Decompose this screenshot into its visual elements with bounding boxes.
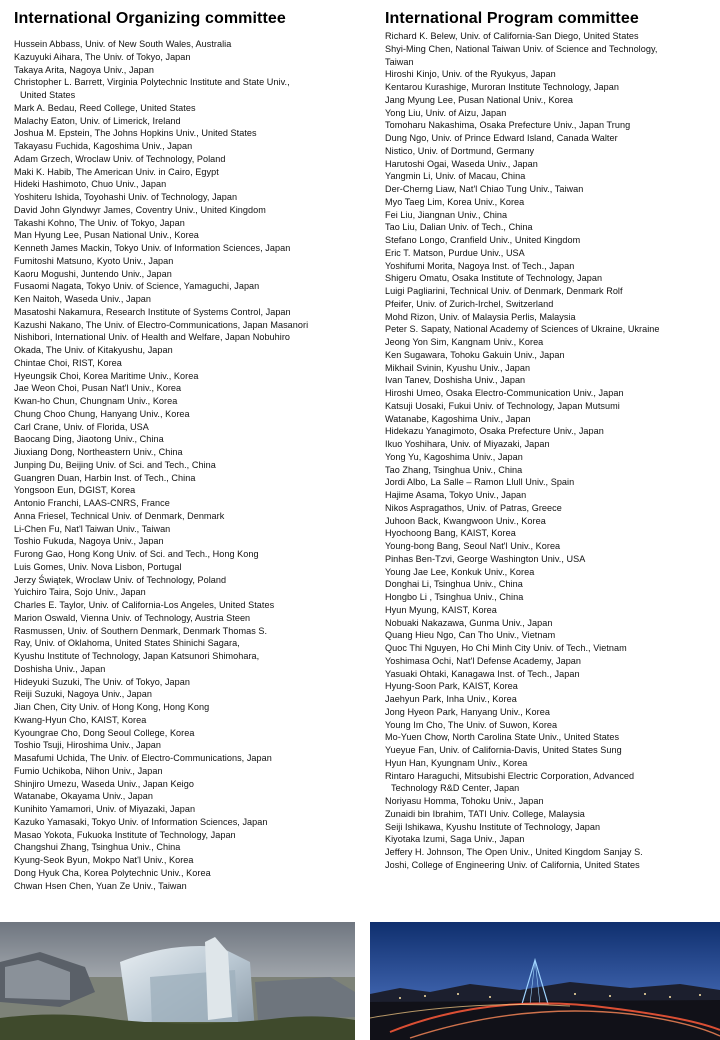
committee-member-line: Man Hyung Lee, Pusan National Univ., Korea bbox=[14, 230, 199, 241]
committee-member-line: Dong Hyuk Cha, Korea Polytechnic Univ., Korea bbox=[14, 867, 211, 878]
committee-member-line: Harutoshi Ogai, Waseda Univ., Japan bbox=[385, 158, 538, 169]
committee-member-line: Yoshiteru Ishida, Toyohashi Univ. of Technology, Japan bbox=[14, 192, 238, 202]
program-committee-title: International Program committee bbox=[385, 10, 639, 27]
committee-member-line: Marion Oswald, Vienna Univ. of Technology, Austria Steen bbox=[14, 612, 251, 623]
committee-member-line: Nobuaki Nakazawa, Gunma Univ., Japan bbox=[385, 617, 553, 628]
committee-member-line: Rintaro Haraguchi, Mitsubishi Electric Corporation, Advanced bbox=[385, 770, 635, 781]
committee-member-line: Ray, Univ. of Oklahoma, United States Shinichi Sagara, bbox=[14, 638, 240, 649]
committee-member-line: Kwang-Hyun Cho, KAIST, Korea bbox=[14, 714, 147, 725]
committee-member-line: Shinjiro Umezu, Waseda Univ., Japan Keigo bbox=[14, 778, 194, 789]
committee-member-line: Mark A. Bedau, Reed College, United States bbox=[14, 102, 196, 113]
committee-member-line: Charles E. Taylor, Univ. of California-Los Angeles, United States bbox=[14, 600, 275, 610]
committee-member-line: Ken Sugawara, Tohoku Gakuin Univ., Japan bbox=[385, 349, 565, 360]
committee-member-line: Technology R&D Center, Japan bbox=[391, 783, 520, 794]
committee-member-line: Anna Friesel, Technical Univ. of Denmark, Denmark bbox=[14, 510, 225, 521]
committee-member-line: Kyushu Institute of Technology, Japan Katsunori Shimohara, bbox=[14, 651, 260, 661]
committee-member-line: Okada, The Univ. of Kitakyushu, Japan bbox=[14, 345, 173, 355]
committee-member-line: Yong Yu, Kagoshima Univ., Japan bbox=[385, 451, 523, 462]
committee-member-line: Zunaidi bin Ibrahim, TATI Univ. College, Malaysia bbox=[385, 808, 585, 819]
committee-member-line: Joshi, College of Engineering Univ. of California, United States bbox=[385, 859, 640, 870]
committee-member-line: Peter S. Sapaty, National Academy of Sciences of Ukraine, Ukraine bbox=[385, 324, 660, 335]
committee-member-line: Nikos Aspragathos, Univ. of Patras, Greece bbox=[385, 502, 562, 513]
organizing-committee-section bbox=[14, 10, 364, 892]
committee-member-line: Toshio Fukuda, Nagoya Univ., Japan bbox=[14, 536, 164, 547]
committee-member-line: Kaoru Mogushi, Juntendo Univ., Japan bbox=[14, 268, 172, 279]
program-committee-section bbox=[385, 10, 715, 872]
committee-member-line: Kiyotaka Izumi, Saga Univ., Japan bbox=[385, 834, 525, 845]
committee-member-line: Katsuji Uosaki, Fukui Univ. of Technology, Japan Mutsumi bbox=[385, 400, 620, 411]
committee-member-line: Dung Ngo, Univ. of Prince Edward Island, Canada Walter bbox=[385, 133, 618, 143]
committee-member-line: Joshua M. Epstein, The Johns Hopkins Univ., United States bbox=[14, 128, 257, 139]
committee-member-line: Watanabe, Kagoshima Univ., Japan bbox=[385, 413, 531, 424]
committee-member-line: Ken Naitoh, Waseda Univ., Japan bbox=[14, 294, 152, 304]
committee-member-line: Luigi Pagliarini, Technical Univ. of Denmark, Denmark Rolf bbox=[385, 286, 623, 296]
committee-member-line: Takashi Kohno, The Univ. of Tokyo, Japan bbox=[14, 217, 185, 228]
committee-member-line: Quoc Thi Nguyen, Ho Chi Minh City Univ. of Tech., Vietnam bbox=[385, 643, 627, 653]
committee-member-line: Jian Chen, City Univ. of Hong Kong, Hong Kong bbox=[14, 702, 210, 712]
committee-member-line: Kyung-Seok Byun, Mokpo Nat'l Univ., Korea bbox=[14, 855, 194, 865]
committee-member-line: Fei Liu, Jiangnan Univ., China bbox=[385, 209, 508, 220]
committee-member-line: Chintae Choi, RIST, Korea bbox=[14, 357, 122, 368]
committee-member-line: Jerzy Świątek, Wroclaw Univ. of Technology, Poland bbox=[14, 574, 227, 585]
committee-member-line: Fumio Uchikoba, Nihon Univ., Japan bbox=[14, 765, 163, 776]
committee-member-line: Malachy Eaton, Univ. of Limerick, Ireland bbox=[14, 115, 181, 126]
committee-member-line: Kunihito Yamamori, Univ. of Miyazaki, Japan bbox=[14, 804, 196, 814]
committee-member-line: Young Im Cho, The Univ. of Suwon, Korea bbox=[385, 719, 558, 730]
committee-member-line: Hidekazu Yanagimoto, Osaka Prefecture Univ., Japan bbox=[385, 426, 604, 437]
committee-member-line: Hideki Hashimoto, Chuo Univ., Japan bbox=[14, 179, 167, 190]
committee-member-line: Fusaomi Nagata, Tokyo Univ. of Science, Yamaguchi, Japan bbox=[14, 281, 260, 292]
committee-member-line: Jaehyun Park, Inha Univ., Korea bbox=[385, 694, 517, 704]
committee-member-line: Nistico, Univ. of Dortmund, Germany bbox=[385, 145, 535, 156]
committee-member-line: Hiroshi Umeo, Osaka Electro-Communication Univ., Japan bbox=[385, 388, 624, 398]
committee-member-line: Rasmussen, Univ. of Southern Denmark, Denmark Thomas S. bbox=[14, 625, 268, 636]
committee-member-line: Antonio Franchi, LAAS-CNRS, France bbox=[14, 498, 170, 508]
committee-member-line: Jang Myung Lee, Pusan National Univ., Korea bbox=[385, 94, 574, 105]
committee-member-line: Yongsoon Eun, DGIST, Korea bbox=[14, 485, 136, 496]
committee-member-line: Kwan-ho Chun, Chungnam Univ., Korea bbox=[14, 396, 178, 406]
committee-member-line: Noriyasu Homma, Tohoku Univ., Japan bbox=[385, 796, 544, 806]
committee-member-line: Masafumi Uchida, The Univ. of Electro-Communications, Japan bbox=[14, 753, 272, 763]
committee-member-line: Kazushi Nakano, The Univ. of Electro-Communications, Japan Masanori bbox=[14, 319, 309, 330]
committee-member-line: Yuichiro Taira, Sojo Univ., Japan bbox=[14, 587, 146, 598]
committee-member-line: Doshisha Univ., Japan bbox=[14, 663, 106, 674]
committee-member-line: Takaya Arita, Nagoya Univ., Japan bbox=[14, 64, 154, 75]
committee-member-line: Richard K. Belew, Univ. of California-San Diego, United States bbox=[385, 31, 639, 41]
committee-member-line: Jeong Yon Sim, Kangnam Univ., Korea bbox=[385, 337, 544, 347]
conference-venue-photo bbox=[0, 922, 355, 1040]
committee-member-line: Kazuko Yamasaki, Tokyo Univ. of Information Sciences, Japan bbox=[14, 816, 268, 827]
committee-member-line: Jeffery H. Johnson, The Open Univ., United Kingdom Sanjay S. bbox=[385, 847, 643, 857]
committee-member-line: Chung Choo Chung, Hanyang Univ., Korea bbox=[14, 408, 190, 419]
committee-member-line: Jordi Albo, La Salle – Ramon Llull Univ., Spain bbox=[385, 477, 575, 488]
committee-member-line: Maki K. Habib, The American Univ. in Cairo, Egypt bbox=[14, 166, 219, 177]
committee-member-line: Hiroshi Kinjo, Univ. of the Ryukyus, Japan bbox=[385, 69, 556, 80]
committee-member-line: Yangmin Li, Univ. of Macau, China bbox=[385, 171, 526, 182]
committee-member-line: Kyoungrae Cho, Dong Seoul College, Korea bbox=[14, 727, 195, 738]
committee-member-line: Yueyue Fan, Univ. of California-Davis, United States Sung bbox=[385, 745, 622, 755]
committee-member-line: Pfeifer, Univ. of Zurich-Irchel, Switzerland bbox=[385, 298, 554, 309]
committee-member-line: Baocang Ding, Jiaotong Univ., China bbox=[14, 434, 164, 445]
committee-member-line: Takayasu Fuchida, Kagoshima Univ., Japan bbox=[14, 141, 193, 151]
committee-member-line: Kentarou Kurashige, Muroran Institute Technology, Japan bbox=[385, 82, 619, 92]
committee-member-line: Luis Gomes, Univ. Nova Lisbon, Portugal bbox=[14, 561, 182, 572]
committee-member-line: Seiji Ishikawa, Kyushu Institute of Technology, Japan bbox=[385, 821, 601, 832]
committee-member-line: Christopher L. Barrett, Virginia Polytechnic Institute and State Univ., bbox=[14, 77, 290, 88]
committee-member-line: Yoshifumi Morita, Nagoya Inst. of Tech., Japan bbox=[385, 260, 575, 271]
committee-member-line: Donghai Li, Tsinghua Univ., China bbox=[385, 579, 523, 590]
committee-member-line: Stefano Longo, Cranfield Univ., United Kingdom bbox=[385, 235, 581, 245]
committee-member-line: Mikhail Svinin, Kyushu Univ., Japan bbox=[385, 362, 531, 373]
committee-member-line: United States bbox=[20, 90, 76, 100]
committee-member-line: Hyochoong Bang, KAIST, Korea bbox=[385, 528, 516, 539]
committee-member-line: Masao Yokota, Fukuoka Institute of Technology, Japan bbox=[14, 829, 236, 840]
committee-member-line: Taiwan bbox=[385, 56, 414, 67]
committee-member-line: Adam Grzech, Wroclaw Univ. of Technology, Poland bbox=[14, 153, 226, 164]
committee-member-line: Jae Weon Choi, Pusan Nat'l Univ., Korea bbox=[14, 383, 182, 394]
committee-member-line: Hyun Myung, KAIST, Korea bbox=[385, 604, 497, 615]
committee-member-line: Carl Crane, Univ. of Florida, USA bbox=[14, 421, 149, 432]
committee-member-line: Ikuo Yoshihara, Univ. of Miyazaki, Japan bbox=[385, 439, 550, 449]
committee-member-line: Tao Liu, Dalian Univ. of Tech., China bbox=[385, 222, 533, 233]
committee-member-line: Kenneth James Mackin, Tokyo Univ. of Information Sciences, Japan bbox=[14, 243, 291, 253]
committee-member-line: Yasuaki Ohtaki, Kanagawa Inst. of Tech., Japan bbox=[385, 668, 580, 679]
committee-member-line: Hajime Asama, Tokyo Univ., Japan bbox=[385, 490, 527, 500]
committee-member-line: Der-Cherng Liaw, Nat'l Chiao Tung Univ., Taiwan bbox=[385, 184, 584, 194]
committee-member-line: Young-bong Bang, Seoul Nat'l Univ., Korea bbox=[385, 541, 561, 551]
organizing-committee-title: International Organizing committee bbox=[14, 10, 286, 27]
committee-member-line: Reiji Suzuki, Nagoya Univ., Japan bbox=[14, 689, 152, 700]
committee-member-line: Juhoon Back, Kwangwoon Univ., Korea bbox=[385, 515, 546, 526]
committee-member-line: Kazuyuki Aihara, The Univ. of Tokyo, Japan bbox=[14, 51, 191, 62]
committee-member-line: Junping Du, Beijing Univ. of Sci. and Tech., China bbox=[14, 459, 216, 470]
committee-member-line: Tomoharu Nakashima, Osaka Prefecture Univ., Japan Trung bbox=[385, 120, 631, 131]
committee-member-line: David John Glyndwyr James, Coventry Univ., United Kingdom bbox=[14, 204, 266, 215]
committee-member-line: Toshio Tsuji, Hiroshima Univ., Japan bbox=[14, 740, 162, 751]
committee-member-line: Shyi-Ming Chen, National Taiwan Univ. of Science and Technology, bbox=[385, 43, 658, 54]
committee-member-line: Jiuxiang Dong, Northeastern Univ., China bbox=[14, 447, 183, 457]
program-committee-list bbox=[385, 30, 715, 872]
committee-member-line: Watanabe, Okayama Univ., Japan bbox=[14, 791, 153, 802]
committee-member-line: Mo-Yuen Chow, North Carolina State Univ., United States bbox=[385, 732, 620, 743]
committee-member-line: Jong Hyeon Park, Hanyang Univ., Korea bbox=[385, 706, 550, 717]
committee-member-line: Pinhas Ben-Tzvi, George Washington Univ., USA bbox=[385, 553, 586, 564]
city-night-photo bbox=[370, 922, 720, 1040]
committee-member-line: Hussein Abbass, Univ. of New South Wales, Australia bbox=[14, 39, 232, 49]
committee-member-line: Masatoshi Nakamura, Research Institute of Systems Control, Japan bbox=[14, 306, 291, 317]
committee-member-line: Ivan Tanev, Doshisha Univ., Japan bbox=[385, 375, 526, 386]
committee-member-line: Mohd Rizon, Univ. of Malaysia Perlis, Malaysia bbox=[385, 311, 576, 322]
committee-member-line: Hideyuki Suzuki, The Univ. of Tokyo, Japan bbox=[14, 676, 190, 687]
committee-member-line: Hyun Han, Kyungnam Univ., Korea bbox=[385, 757, 528, 768]
committee-member-line: Young Jae Lee, Konkuk Univ., Korea bbox=[385, 566, 535, 577]
committee-member-line: Chwan Hsen Chen, Yuan Ze Univ., Taiwan bbox=[14, 880, 187, 891]
committee-member-line: Myo Taeg Lim, Korea Univ., Korea bbox=[385, 196, 525, 207]
committee-member-line: Guangren Duan, Harbin Inst. of Tech., China bbox=[14, 472, 196, 483]
committee-member-line: Li-Chen Fu, Nat'l Taiwan Univ., Taiwan bbox=[14, 523, 171, 534]
committee-member-line: Nishibori, International Univ. of Health and Welfare, Japan Nobuhiro bbox=[14, 332, 291, 343]
committee-member-line: Changshui Zhang, Tsinghua Univ., China bbox=[14, 842, 181, 853]
committee-member-line: Furong Gao, Hong Kong Univ. of Sci. and Tech., Hong Kong bbox=[14, 549, 259, 559]
committee-member-line: Hyeungsik Choi, Korea Maritime Univ., Korea bbox=[14, 370, 199, 381]
organizing-committee-list bbox=[14, 38, 364, 892]
committee-member-line: Shigeru Omatu, Osaka Institute of Technology, Japan bbox=[385, 273, 603, 284]
committee-member-line: Quang Hieu Ngo, Can Tho Univ., Vietnam bbox=[385, 630, 556, 641]
committee-member-line: Tao Zhang, Tsinghua Univ., China bbox=[385, 464, 523, 475]
committee-member-line: Hongbo Li , Tsinghua Univ., China bbox=[385, 592, 524, 602]
committee-member-line: Hyung-Soon Park, KAIST, Korea bbox=[385, 681, 518, 692]
committee-member-line: Yoshimasa Ochi, Nat'l Defense Academy, Japan bbox=[385, 655, 582, 666]
committee-member-line: Yong Liu, Univ. of Aizu, Japan bbox=[385, 107, 507, 118]
committee-member-line: Eric T. Matson, Purdue Univ., USA bbox=[385, 247, 525, 258]
committee-member-line: Fumitoshi Matsuno, Kyoto Univ., Japan bbox=[14, 255, 174, 266]
